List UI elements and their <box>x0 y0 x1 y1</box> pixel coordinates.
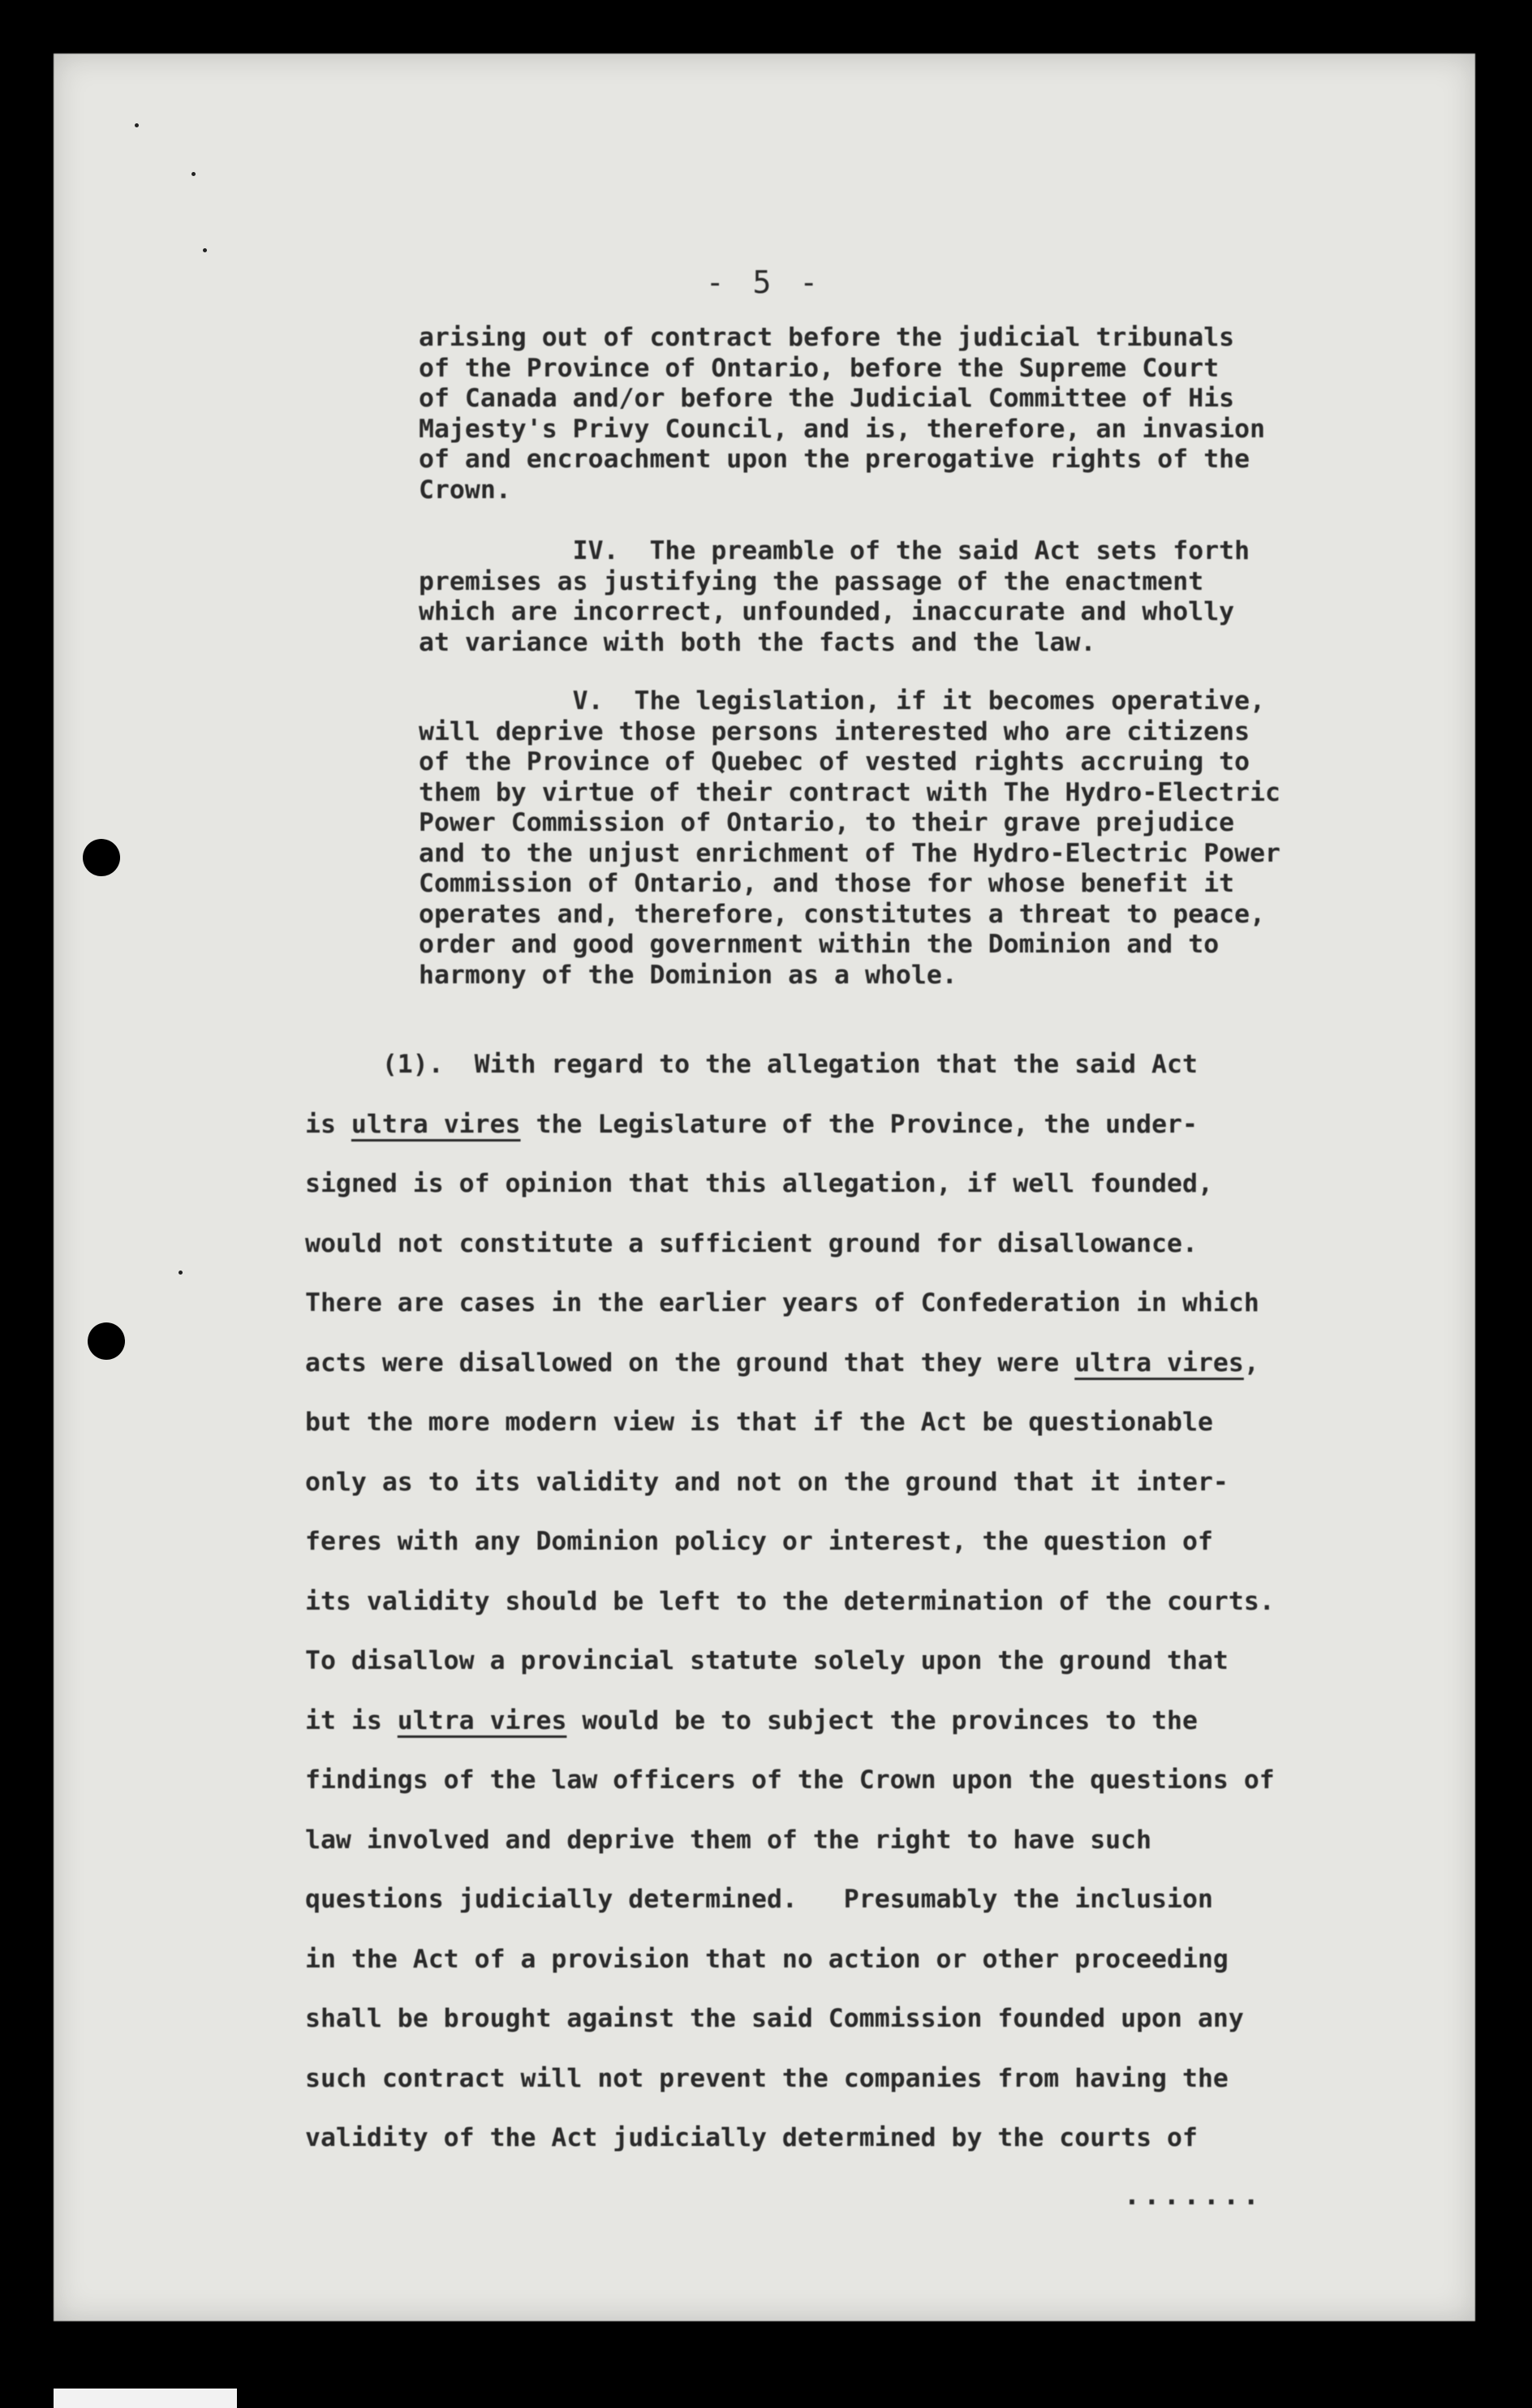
text-line <box>305 1095 1457 1155</box>
text-line: its validity should be left to the determination of the courts. <box>305 1586 1275 1616</box>
ink-speck <box>192 172 196 176</box>
text-line: in the Act of a provision that no action or other proceeding <box>305 1944 1229 1974</box>
text-segment: , <box>1243 1348 1259 1378</box>
continuation-dots: ....... <box>1123 2179 1263 2212</box>
text-line: order and good government within the Dominion and to <box>419 930 1220 959</box>
text-line: arising out of contract before the judicial tribunals <box>419 323 1235 352</box>
text-line: validity of the Act judicially determined by the courts of <box>305 2123 1198 2152</box>
text-line: but the more modern view is that if the Act be questionable <box>305 1408 1213 1437</box>
text-line <box>305 1334 1457 1394</box>
text-line: them by virtue of their contract with The Hydro-Electric <box>419 777 1281 807</box>
paragraph-iv-preamble <box>419 536 1457 658</box>
text-line: of and encroachment upon the prerogative rights of the <box>419 445 1250 474</box>
text-line: Power Commission of Ontario, to their grave prejudice <box>419 808 1235 837</box>
text-line: operates and, therefore, constitutes a threat to peace, <box>419 899 1266 929</box>
text-line: (1). With regard to the allegation that the said Act <box>305 1050 1198 1079</box>
text-line: Crown. <box>419 475 511 505</box>
text-segment: would be to subject the provinces to the <box>566 1705 1198 1735</box>
text-line: Majesty's Privy Council, and is, therefore, an invasion <box>419 414 1266 444</box>
text-line: of the Province of Ontario, before the Supreme Court <box>419 353 1220 383</box>
text-line <box>305 1692 1457 1752</box>
text-segment: the Legislature of the Province, the under- <box>520 1109 1198 1139</box>
ink-speck <box>179 1271 183 1275</box>
text-line: IV. The preamble of the said Act sets forth <box>419 536 1250 565</box>
text-line: signed is of opinion that this allegation, if well founded, <box>305 1169 1213 1198</box>
text-line: There are cases in the earlier years of Confederation in which <box>305 1288 1259 1318</box>
text-line: V. The legislation, if it becomes operative, <box>419 686 1266 716</box>
underlined-term: ultra vires <box>397 1705 567 1735</box>
scan-edge-strip <box>54 2389 237 2408</box>
text-line: will deprive those persons interested who are citizens <box>419 716 1250 746</box>
underlined-term: ultra vires <box>1074 1348 1244 1378</box>
text-line: of the Province of Quebec of vested rights accruing to <box>419 747 1250 776</box>
text-segment: it is <box>305 1705 398 1735</box>
text-segment: is <box>305 1109 351 1139</box>
text-line: at variance with both the facts and the law. <box>419 627 1096 657</box>
page-number: - 5 - <box>705 264 824 300</box>
underlined-term: ultra vires <box>351 1109 521 1139</box>
text-line: which are incorrect, unfounded, inaccurate and wholly <box>419 597 1235 626</box>
paragraph-arising-out-of-contract <box>419 323 1457 505</box>
text-line: of Canada and/or before the Judicial Committee of His <box>419 384 1235 413</box>
text-line: such contract will not prevent the companies from having the <box>305 2063 1229 2093</box>
text-line: premises as justifying the passage of the enactment <box>419 566 1204 596</box>
text-line: questions judicially determined. Presumably the inclusion <box>305 1885 1213 1914</box>
document-page <box>54 54 1475 2321</box>
text-line: harmony of the Dominion as a whole. <box>419 960 957 990</box>
text-line: findings of the law officers of the Crown upon the questions of <box>305 1765 1275 1795</box>
punch-hole <box>88 1322 125 1360</box>
punch-hole <box>83 839 120 876</box>
text-line: Commission of Ontario, and those for whose benefit it <box>419 869 1235 898</box>
text-line: only as to its validity and not on the ground that it inter- <box>305 1467 1229 1497</box>
text-line: To disallow a provincial statute solely upon the ground that <box>305 1646 1229 1675</box>
text-line: law involved and deprive them of the right to have such <box>305 1825 1152 1855</box>
text-line: would not constitute a sufficient ground for disallowance. <box>305 1228 1198 1258</box>
paragraph-v-legislation <box>419 686 1457 991</box>
text-line: and to the unjust enrichment of The Hydro-Electric Power <box>419 838 1281 868</box>
text-segment: acts were disallowed on the ground that they were <box>305 1348 1075 1378</box>
ink-speck <box>135 123 139 127</box>
text-line: feres with any Dominion policy or interest, the question of <box>305 1527 1213 1556</box>
paragraph-1-ultra-vires <box>305 1035 1457 2169</box>
text-line: shall be brought against the said Commission founded upon any <box>305 2004 1244 2033</box>
ink-speck <box>203 248 207 252</box>
